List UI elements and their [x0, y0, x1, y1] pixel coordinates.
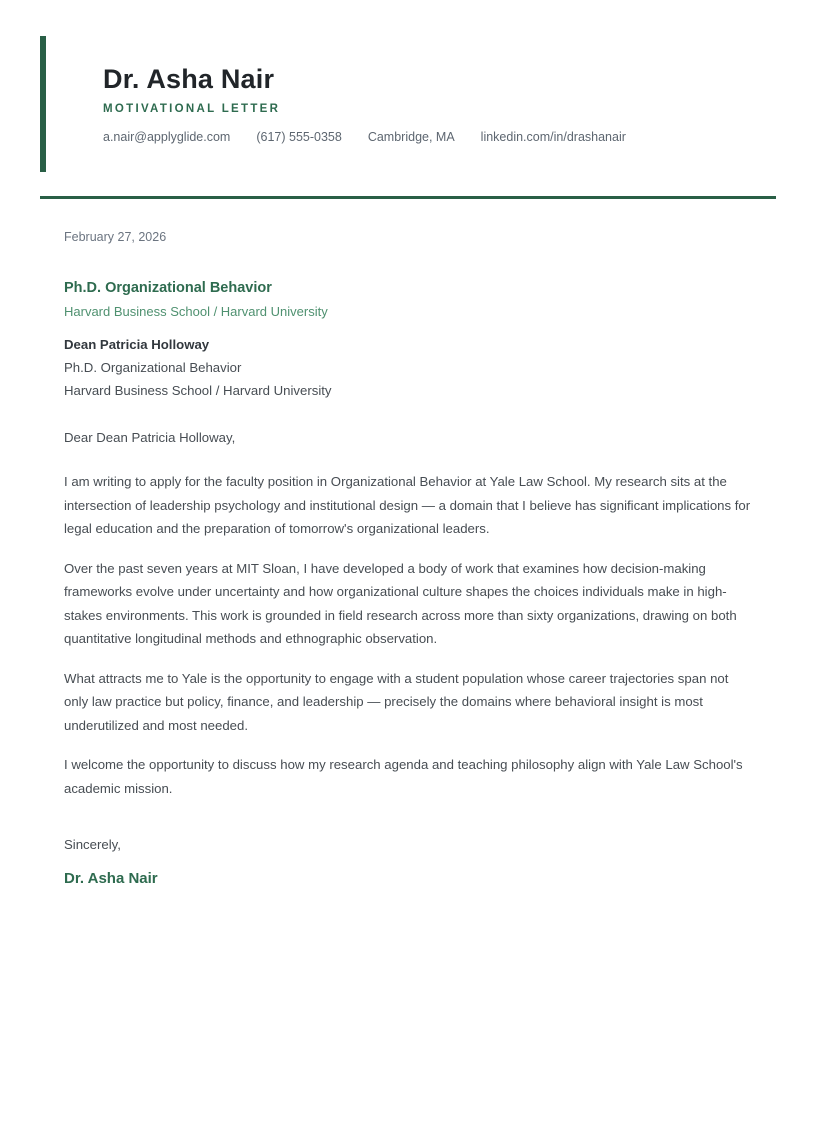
letter-header: [40, 36, 776, 172]
recipient-name: Dean Patricia Holloway: [64, 337, 210, 352]
signature-name: Dr. Asha Nair: [64, 870, 158, 887]
letter-paragraph: What attracts me to Yale is the opportunity to engage with a student population whose career trajectories span not only law practice but policy, finance, and leadership — precisely the domains where behavioral insight is most underutilized and most needed.: [64, 670, 729, 733]
contact-location: Cambridge, MA: [367, 130, 455, 144]
salutation: Dear Dean Patricia Holloway,: [64, 430, 236, 445]
letter-paragraph: Over the past seven years at MIT Sloan, I have developed a body of work that examines how decision-making frameworks evolve under uncertainty and how organizational culture shapes the choices individuals make in high-stakes environments. This work is grounded in field research across more than sixty organizations, drawing on both quantitative longitudinal methods and ethnographic observation.: [64, 560, 737, 646]
letter-date: February 27, 2026: [64, 230, 167, 244]
recipient-block: [64, 333, 756, 402]
letter-paragraph: I am writing to apply for the faculty position in Organizational Behavior at Yale Law School. My research sits at the intersection of leadership psychology and institutional design — a domain that I believe has significant implications for legal education and the preparation of tomorrow's organizational leaders.: [64, 474, 751, 536]
contact-linkedin: linkedin.com/in/drashanair: [480, 130, 626, 144]
recipient-institution: Harvard Business School / Harvard University: [64, 383, 332, 398]
document-type-label: MOTIVATIONAL LETTER: [103, 103, 281, 115]
letter-body: [64, 229, 756, 888]
position-institution: Harvard Business School / Harvard University: [64, 304, 328, 319]
page-title: Dr. Asha Nair: [103, 64, 275, 94]
recipient-department: Ph.D. Organizational Behavior: [64, 360, 242, 375]
letter-page: [0, 36, 816, 1136]
contact-row: [103, 129, 626, 145]
header-divider: [40, 196, 776, 199]
header-content: [46, 36, 626, 172]
contact-phone: (617) 555-0358: [256, 130, 342, 144]
contact-email: a.nair@applyglide.com: [103, 130, 231, 144]
position-title: Ph.D. Organizational Behavior: [64, 280, 272, 296]
letter-paragraph: I welcome the opportunity to discuss how my research agenda and teaching philosophy align with Yale Law School's academic mission.: [64, 757, 743, 796]
closing: Sincerely,: [64, 837, 121, 852]
